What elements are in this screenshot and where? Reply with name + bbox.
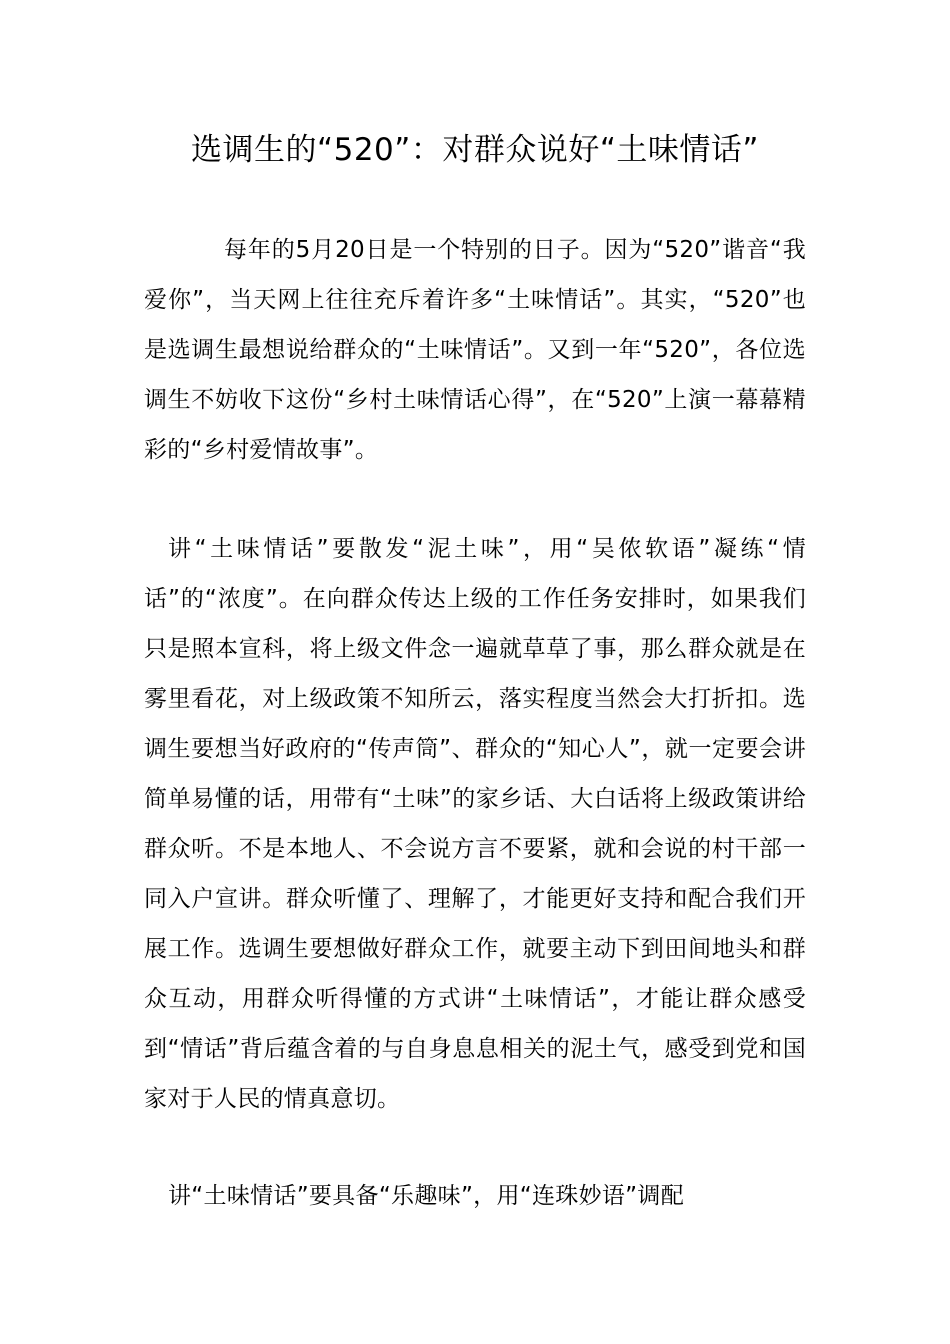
document-title: 选调生的“520”：对群众说好“土味情话” <box>191 132 759 168</box>
paragraph-dialect: 讲“土味情话”要散发“泥土味”，用“吴侬软语”凝练“情话”的“浓度”。在向群众传达上级的工作任务安排时，如果我们只是照本宣科，将上级文件念一遍就草草了事，那么群众就是在雾里看花，对上级政策不知所云，落实程度当然会大打折扣。选调生要想当好政府的“传声筒”、群众的“知心人”，就一定要会讲简单易懂的话，用带有“土味”的家乡话、大白话将上级政策讲给群众听。不是本地人、不会说方言不要紧，就和会说的村干部一同入户宣讲。群众听懂了、理解了，才能更好支持和配合我们开展工作。选调生要想做好群众工作，就要主动下到田间地头和群众互动，用群众听得懂的方式讲“土味情话”，才能让群众感受到“情话”背后蕴含着的与自身息息相关的泥土气，感受到党和国家对于人民的情真意切。 <box>144 536 806 1112</box>
paragraph-fun: 讲“土味情话”要具备“乐趣味”，用“连珠妙语”调配 <box>168 1183 684 1209</box>
paragraph-intro: 每年的5月20日是一个特别的日子。因为“520”谐音“我爱你”，当天网上往往充斥着许多“土味情话”。其实，“520”也是选调生最想说给群众的“土味情话”。又到一年“520”，各位选调生不妨收下这份“乡村土味情话心得”，在“520”上演一幕幕精彩的“乡村爱情故事”。 <box>144 237 806 463</box>
